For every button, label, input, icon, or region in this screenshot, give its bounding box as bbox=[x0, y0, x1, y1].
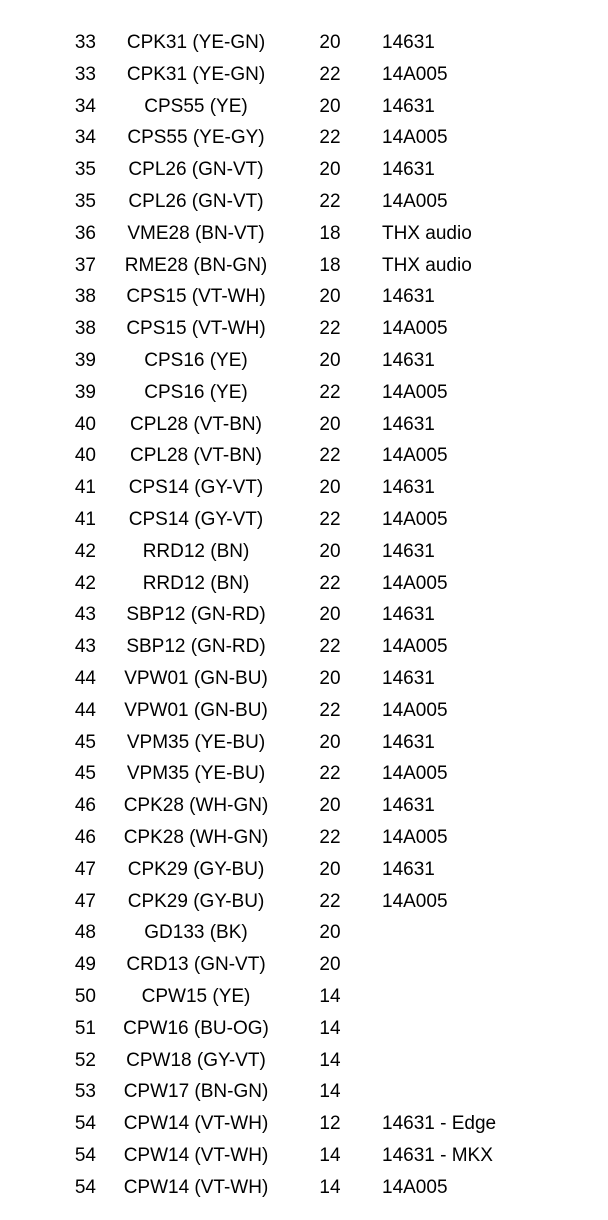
wire-gauge: 20 bbox=[319, 413, 341, 435]
table-row bbox=[0, 504, 608, 536]
pin-number: 34 bbox=[74, 95, 96, 117]
circuit-name: RME28 (BN-GN) bbox=[124, 254, 268, 276]
circuit-name: CPK29 (GY-BU) bbox=[127, 890, 265, 912]
connector-note: 14A005 bbox=[382, 63, 448, 85]
wire-gauge: 22 bbox=[319, 826, 341, 848]
connector-note: 14631 bbox=[382, 286, 435, 308]
pin-number: 44 bbox=[74, 667, 96, 689]
circuit-name: VPW01 (GN-BU) bbox=[124, 699, 268, 721]
connector-note: 14631 bbox=[382, 95, 435, 117]
pin-number: 43 bbox=[74, 636, 96, 658]
pin-number: 33 bbox=[74, 32, 96, 53]
table-row bbox=[0, 409, 608, 441]
pin-number: 35 bbox=[74, 159, 96, 181]
circuit-name: CPL28 (VT-BN) bbox=[130, 413, 262, 435]
table-row bbox=[0, 250, 608, 282]
table-row bbox=[0, 1172, 608, 1204]
wire-gauge: 20 bbox=[319, 477, 341, 499]
pin-number: 37 bbox=[74, 254, 96, 276]
table-row bbox=[0, 91, 608, 123]
circuit-name: CPL26 (GN-VT) bbox=[128, 190, 264, 212]
connector-note: 14A005 bbox=[382, 127, 448, 149]
circuit-name: CPK31 (YE-GN) bbox=[126, 63, 266, 85]
circuit-name: CPK28 (WH-GN) bbox=[123, 795, 269, 817]
table-row bbox=[0, 345, 608, 377]
wire-gauge: 20 bbox=[319, 858, 341, 880]
table-row bbox=[0, 1013, 608, 1045]
circuit-name: SBP12 (GN-RD) bbox=[126, 636, 266, 658]
wire-gauge: 22 bbox=[319, 318, 341, 340]
table-row bbox=[0, 1108, 608, 1140]
circuit-name: VPW01 (GN-BU) bbox=[124, 667, 268, 689]
table-row bbox=[0, 1076, 608, 1108]
wire-gauge: 14 bbox=[319, 1176, 341, 1198]
table-row bbox=[0, 440, 608, 472]
table-row bbox=[0, 27, 608, 59]
pin-number: 45 bbox=[74, 763, 96, 785]
pin-number: 33 bbox=[74, 63, 96, 85]
wire-gauge: 22 bbox=[319, 445, 341, 467]
wire-gauge: 22 bbox=[319, 63, 341, 85]
circuit-name: CPS15 (VT-WH) bbox=[126, 286, 266, 308]
connector-note: 14631 bbox=[382, 32, 435, 53]
pin-number: 53 bbox=[74, 1081, 96, 1103]
wire-gauge: 20 bbox=[319, 95, 341, 117]
connector-note: 14A005 bbox=[382, 572, 448, 594]
pin-number: 41 bbox=[74, 477, 96, 499]
table-row bbox=[0, 568, 608, 600]
wire-gauge: 22 bbox=[319, 508, 341, 530]
pin-number: 48 bbox=[74, 922, 96, 944]
circuit-name: CPS16 (YE) bbox=[144, 349, 248, 371]
wire-gauge: 20 bbox=[319, 795, 341, 817]
connector-note: THX audio bbox=[382, 254, 472, 276]
wire-gauge: 22 bbox=[319, 890, 341, 912]
table-row bbox=[0, 218, 608, 250]
circuit-name: CPW15 (YE) bbox=[141, 985, 251, 1007]
connector-note: 14631 bbox=[382, 349, 435, 371]
circuit-name: VME28 (BN-VT) bbox=[127, 222, 265, 244]
wire-gauge: 22 bbox=[319, 381, 341, 403]
table-row bbox=[0, 917, 608, 949]
wire-gauge: 20 bbox=[319, 159, 341, 181]
connector-note: 14631 bbox=[382, 795, 435, 817]
circuit-name: RRD12 (BN) bbox=[142, 540, 250, 562]
wire-gauge: 22 bbox=[319, 572, 341, 594]
circuit-name: CPL28 (VT-BN) bbox=[130, 445, 262, 467]
pin-number: 50 bbox=[74, 985, 96, 1007]
pin-number: 42 bbox=[74, 572, 96, 594]
wire-gauge: 20 bbox=[319, 731, 341, 753]
connector-note: 14631 bbox=[382, 413, 435, 435]
pin-number: 38 bbox=[74, 286, 96, 308]
circuit-name: CPK28 (WH-GN) bbox=[123, 826, 269, 848]
pin-number: 36 bbox=[74, 222, 96, 244]
table-row bbox=[0, 1140, 608, 1172]
table-row bbox=[0, 599, 608, 631]
pin-number: 38 bbox=[74, 318, 96, 340]
wire-gauge: 18 bbox=[319, 254, 341, 276]
connector-note: 14631 - MKX bbox=[382, 1144, 493, 1166]
pin-number: 40 bbox=[74, 445, 96, 467]
connector-note: 14A005 bbox=[382, 1176, 448, 1198]
table-row bbox=[0, 59, 608, 91]
wire-gauge: 22 bbox=[319, 763, 341, 785]
circuit-name: CPW14 (VT-WH) bbox=[123, 1113, 269, 1135]
circuit-name: CPW18 (GY-VT) bbox=[126, 1049, 266, 1071]
connector-note: 14A005 bbox=[382, 826, 448, 848]
wire-gauge: 14 bbox=[319, 985, 341, 1007]
circuit-name: CPK31 (YE-GN) bbox=[126, 32, 266, 53]
connector-note: 14A005 bbox=[382, 508, 448, 530]
wire-gauge: 20 bbox=[319, 604, 341, 626]
circuit-name: SBP12 (GN-RD) bbox=[126, 604, 266, 626]
table-row bbox=[0, 949, 608, 981]
connector-note: 14A005 bbox=[382, 763, 448, 785]
wire-gauge: 20 bbox=[319, 922, 341, 944]
wire-gauge: 22 bbox=[319, 190, 341, 212]
table-row bbox=[0, 663, 608, 695]
wire-gauge: 22 bbox=[319, 636, 341, 658]
pin-number: 35 bbox=[74, 190, 96, 212]
wire-gauge: 20 bbox=[319, 349, 341, 371]
circuit-name: RRD12 (BN) bbox=[142, 572, 250, 594]
wire-gauge: 14 bbox=[319, 1081, 341, 1103]
table-row bbox=[0, 981, 608, 1013]
circuit-name: CPL26 (GN-VT) bbox=[128, 159, 264, 181]
circuit-name: CPS15 (VT-WH) bbox=[126, 318, 266, 340]
circuit-name: VPM35 (YE-BU) bbox=[126, 763, 266, 785]
table-row bbox=[0, 377, 608, 409]
wire-gauge: 22 bbox=[319, 127, 341, 149]
connector-note: 14A005 bbox=[382, 190, 448, 212]
circuit-name: CPK29 (GY-BU) bbox=[127, 858, 265, 880]
pin-number: 46 bbox=[74, 795, 96, 817]
connector-note: 14631 bbox=[382, 731, 435, 753]
wire-gauge: 20 bbox=[319, 286, 341, 308]
wire-gauge: 14 bbox=[319, 1144, 341, 1166]
connector-note: 14631 bbox=[382, 477, 435, 499]
pin-number: 43 bbox=[74, 604, 96, 626]
connector-note: 14A005 bbox=[382, 318, 448, 340]
circuit-name: CPW14 (VT-WH) bbox=[123, 1176, 269, 1198]
connector-note: THX audio bbox=[382, 222, 472, 244]
circuit-name: CPS16 (YE) bbox=[144, 381, 248, 403]
circuit-name: CPW14 (VT-WH) bbox=[123, 1144, 269, 1166]
pin-number: 45 bbox=[74, 731, 96, 753]
pin-number: 47 bbox=[74, 890, 96, 912]
table-row bbox=[0, 695, 608, 727]
table-row bbox=[0, 186, 608, 218]
wire-gauge: 20 bbox=[319, 32, 341, 53]
circuit-name: GD133 (BK) bbox=[144, 922, 248, 944]
connector-note: 14A005 bbox=[382, 381, 448, 403]
pin-number: 39 bbox=[74, 381, 96, 403]
circuit-name: CPW16 (BU-OG) bbox=[123, 1017, 269, 1039]
pin-number: 41 bbox=[74, 508, 96, 530]
wire-gauge: 20 bbox=[319, 540, 341, 562]
table-row bbox=[0, 536, 608, 568]
table-row bbox=[0, 472, 608, 504]
pin-number: 54 bbox=[74, 1144, 96, 1166]
circuit-name: CPS55 (YE) bbox=[144, 95, 248, 117]
wire-gauge: 22 bbox=[319, 699, 341, 721]
pin-number: 39 bbox=[74, 349, 96, 371]
pin-number: 54 bbox=[74, 1176, 96, 1198]
table-row bbox=[0, 281, 608, 313]
connector-note: 14631 - Edge bbox=[382, 1113, 497, 1135]
connector-note: 14631 bbox=[382, 159, 435, 181]
circuit-name: CPW17 (BN-GN) bbox=[123, 1081, 269, 1103]
table-row bbox=[0, 631, 608, 663]
connector-note: 14A005 bbox=[382, 890, 448, 912]
table-row bbox=[0, 727, 608, 759]
pin-number: 40 bbox=[74, 413, 96, 435]
pin-number: 34 bbox=[74, 127, 96, 149]
table-row bbox=[0, 790, 608, 822]
table-row bbox=[0, 822, 608, 854]
circuit-name: CPS14 (GY-VT) bbox=[128, 477, 264, 499]
wire-gauge: 14 bbox=[319, 1049, 341, 1071]
pinout-table bbox=[0, 27, 608, 1203]
pin-number: 52 bbox=[74, 1049, 96, 1071]
circuit-name: CPS14 (GY-VT) bbox=[128, 508, 264, 530]
wire-gauge: 12 bbox=[319, 1113, 341, 1135]
table-row bbox=[0, 122, 608, 154]
pin-number: 42 bbox=[74, 540, 96, 562]
pin-number: 44 bbox=[74, 699, 96, 721]
pin-number: 49 bbox=[74, 954, 96, 976]
pin-number: 47 bbox=[74, 858, 96, 880]
circuit-name: CPS55 (YE-GY) bbox=[127, 127, 265, 149]
table-row bbox=[0, 154, 608, 186]
pin-number: 46 bbox=[74, 826, 96, 848]
connector-note: 14A005 bbox=[382, 699, 448, 721]
connector-note: 14631 bbox=[382, 604, 435, 626]
connector-note: 14631 bbox=[382, 858, 435, 880]
connector-note: 14A005 bbox=[382, 445, 448, 467]
connector-note: 14A005 bbox=[382, 636, 448, 658]
table-row bbox=[0, 854, 608, 886]
table-row bbox=[0, 313, 608, 345]
connector-note: 14631 bbox=[382, 667, 435, 689]
table-row bbox=[0, 1045, 608, 1077]
pin-number: 51 bbox=[74, 1017, 96, 1039]
wire-gauge: 20 bbox=[319, 667, 341, 689]
circuit-name: VPM35 (YE-BU) bbox=[126, 731, 266, 753]
pin-number: 54 bbox=[74, 1113, 96, 1135]
wire-gauge: 14 bbox=[319, 1017, 341, 1039]
wire-gauge: 20 bbox=[319, 954, 341, 976]
connector-note: 14631 bbox=[382, 540, 435, 562]
table-row bbox=[0, 758, 608, 790]
table-row bbox=[0, 886, 608, 918]
circuit-name: CRD13 (GN-VT) bbox=[126, 954, 266, 976]
wire-gauge: 18 bbox=[319, 222, 341, 244]
